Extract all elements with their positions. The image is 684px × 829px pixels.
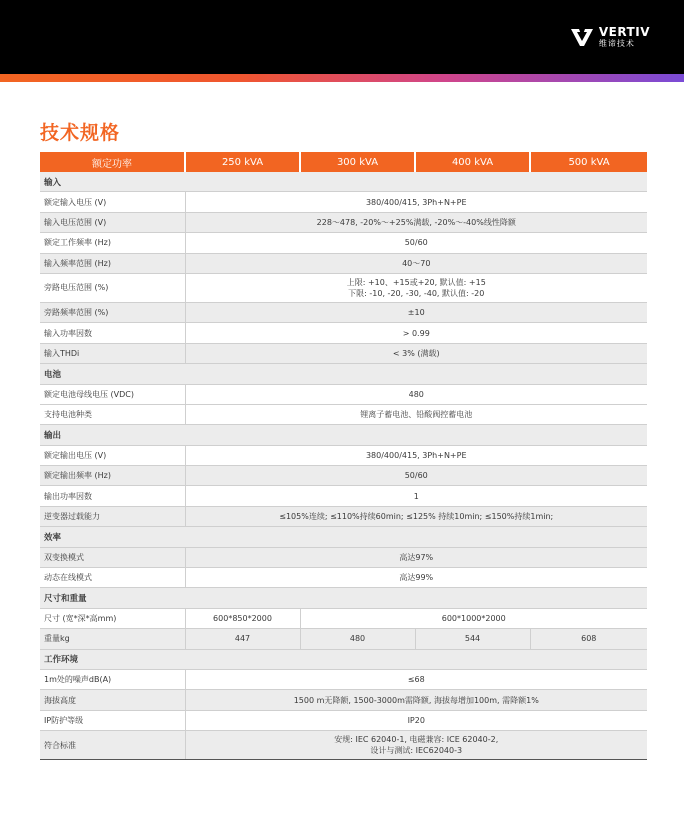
- gradient-stripe: [0, 74, 684, 82]
- row-value: [185, 273, 647, 302]
- table-row: [40, 212, 647, 232]
- row-value: 锂离子蓄电池、铅酸阀控蓄电池: [185, 404, 647, 424]
- weight-400kva: 544: [415, 629, 530, 649]
- row-value: ≤105%连续; ≤110%持续60min; ≤125% 持续10min; ≤150%持续1min;: [185, 506, 647, 526]
- table-row: [40, 608, 647, 628]
- weight-250kva: 447: [185, 629, 300, 649]
- table-row: [40, 466, 647, 486]
- row-value-line: 上限: +10、+15或+20, 默认值: +15: [346, 277, 486, 287]
- row-value: 1: [185, 486, 647, 506]
- table-header-row: [40, 152, 647, 172]
- vertiv-mark-icon: [571, 27, 593, 47]
- row-label: 额定输出电压 (V): [40, 445, 185, 465]
- header-cell-250kva: 250 kVA: [185, 152, 300, 172]
- header-cell-300kva: 300 kVA: [300, 152, 415, 172]
- weight-500kva: 608: [530, 629, 647, 649]
- row-label: 输入THDi: [40, 343, 185, 363]
- row-value: 1500 m无降额, 1500-3000m需降额, 海拔每增加100m, 需降额1%: [185, 690, 647, 710]
- table-row: [40, 302, 647, 322]
- section-title: 效率: [40, 527, 647, 547]
- row-value-line: 安规: IEC 62040-1, 电磁兼容: ICE 62040-2,: [334, 735, 499, 745]
- row-value-line: 设计与测试: IEC62040-3: [370, 746, 463, 756]
- table-row: [40, 690, 647, 710]
- row-value: 高达99%: [185, 568, 647, 588]
- row-label: 额定电池母线电压 (VDC): [40, 384, 185, 404]
- weight-300kva: 480: [300, 629, 415, 649]
- section-row: [40, 527, 647, 547]
- row-value-line: 下限: -10, -20, -30, -40, 默认值: -20: [348, 288, 485, 298]
- header-cell-400kva: 400 kVA: [415, 152, 530, 172]
- row-label: 输出功率因数: [40, 486, 185, 506]
- table-row: [40, 568, 647, 588]
- row-label: IP防护等级: [40, 710, 185, 730]
- table-row: [40, 404, 647, 424]
- table-row: [40, 253, 647, 273]
- section-title: 电池: [40, 364, 647, 384]
- row-value: 高达97%: [185, 547, 647, 567]
- row-value-300-500kva: 600*1000*2000: [300, 608, 647, 628]
- row-label: 符合标准: [40, 731, 185, 760]
- row-label: 额定输入电压 (V): [40, 192, 185, 212]
- row-value: ≤68: [185, 669, 647, 689]
- row-value: > 0.99: [185, 323, 647, 343]
- row-value: 380/400/415, 3Ph+N+PE: [185, 445, 647, 465]
- row-value: IP20: [185, 710, 647, 730]
- brand-name: VERTIV: [598, 25, 650, 39]
- vertiv-logo: [571, 26, 650, 48]
- section-title: 尺寸和重量: [40, 588, 647, 608]
- row-label: 海拔高度: [40, 690, 185, 710]
- row-value: 228～478, -20%～+25%满载, -20%～-40%线性降额: [185, 212, 647, 232]
- table-row: [40, 669, 647, 689]
- row-label: 旁路频率范围 (%): [40, 302, 185, 322]
- row-value: [185, 731, 647, 760]
- row-label: 双变换模式: [40, 547, 185, 567]
- row-value: ±10: [185, 302, 647, 322]
- row-label: 动态在线模式: [40, 568, 185, 588]
- header-cell-rated-power: 额定功率: [40, 152, 185, 172]
- table-row: [40, 445, 647, 465]
- table-row: [40, 547, 647, 567]
- row-label: 输入电压范围 (V): [40, 212, 185, 232]
- row-label: 输入功率因数: [40, 323, 185, 343]
- row-label: 1m处的噪声dB(A): [40, 669, 185, 689]
- row-value-250kva: 600*850*2000: [185, 608, 300, 628]
- section-row: [40, 588, 647, 608]
- row-value: < 3% (满载): [185, 343, 647, 363]
- row-value: 50/60: [185, 466, 647, 486]
- section-row: [40, 425, 647, 445]
- row-label: 额定输出频率 (Hz): [40, 466, 185, 486]
- table-row: [40, 629, 647, 649]
- table-row: [40, 273, 647, 302]
- row-label: 逆变器过载能力: [40, 506, 185, 526]
- brand-subtitle: 维谛技术: [598, 39, 635, 48]
- table-row: [40, 486, 647, 506]
- row-value: 50/60: [185, 233, 647, 253]
- header-cell-500kva: 500 kVA: [530, 152, 647, 172]
- table-row: [40, 710, 647, 730]
- table-row: [40, 192, 647, 212]
- row-value: 480: [185, 384, 647, 404]
- spec-table: [40, 152, 647, 760]
- page-title: 技术规格: [40, 122, 121, 144]
- row-label: 旁路电压范围 (%): [40, 273, 185, 302]
- row-value: 40～70: [185, 253, 647, 273]
- table-row: [40, 343, 647, 363]
- section-title: 输出: [40, 425, 647, 445]
- table-row: [40, 506, 647, 526]
- header-bar: [0, 0, 684, 74]
- section-row: [40, 364, 647, 384]
- row-label: 尺寸 (宽*深*高mm): [40, 608, 185, 628]
- table-row: [40, 323, 647, 343]
- row-label: 重量kg: [40, 629, 185, 649]
- section-title: 工作环境: [40, 649, 647, 669]
- table-row: [40, 384, 647, 404]
- row-label: 额定工作频率 (Hz): [40, 233, 185, 253]
- row-label: 输入频率范围 (Hz): [40, 253, 185, 273]
- row-value: 380/400/415, 3Ph+N+PE: [185, 192, 647, 212]
- section-row: [40, 172, 647, 192]
- section-title: 输入: [40, 172, 647, 192]
- row-label: 支持电池种类: [40, 404, 185, 424]
- section-row: [40, 649, 647, 669]
- table-row: [40, 731, 647, 760]
- table-row: [40, 233, 647, 253]
